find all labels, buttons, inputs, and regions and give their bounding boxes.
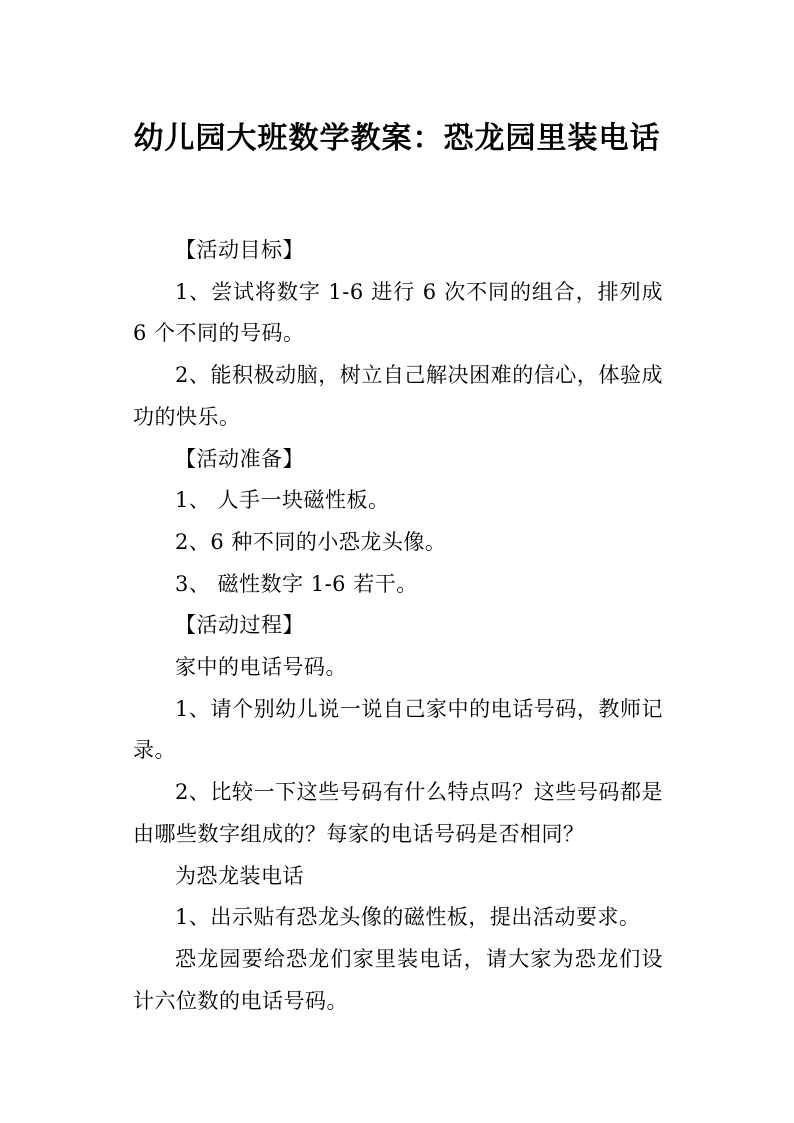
paragraph: 1、请个别幼儿说一说自己家中的电话号码，教师记录。 xyxy=(133,696,663,763)
paragraph: 2、6 种不同的小恐龙头像。 xyxy=(175,529,447,554)
paragraph: 1、尝试将数字 1-6 进行 6 次不同的组合，排列成 6 个不同的号码。 xyxy=(133,279,663,346)
section-heading-preparation: 【活动准备】 xyxy=(175,446,304,471)
paragraph: 3、 磁性数字 1-6 若干。 xyxy=(175,571,418,596)
document-body xyxy=(133,230,663,1022)
paragraph: 2、能积极动脑，树立自己解决困难的信心，体验成功的快乐。 xyxy=(133,363,663,429)
document-title: 幼儿园大班数学教案：恐龙园里装电话 xyxy=(133,121,661,157)
paragraph: 1、出示贴有恐龙头像的磁性板，提出活动要求。 xyxy=(175,905,641,930)
paragraph: 1、 人手一块磁性板。 xyxy=(175,488,390,513)
paragraph: 家中的电话号码。 xyxy=(175,655,347,680)
paragraph: 恐龙园要给恐龙们家里装电话，请大家为恐龙们设计六位数的电话号码。 xyxy=(133,946,663,1013)
paragraph: 为恐龙装电话 xyxy=(175,863,304,888)
section-heading-process: 【活动过程】 xyxy=(175,613,304,638)
paragraph: 2、比较一下这些号码有什么特点吗？这些号码都是由哪些数字组成的？每家的电话号码是否相同？ xyxy=(133,780,663,846)
section-heading-goals: 【活动目标】 xyxy=(175,238,304,262)
